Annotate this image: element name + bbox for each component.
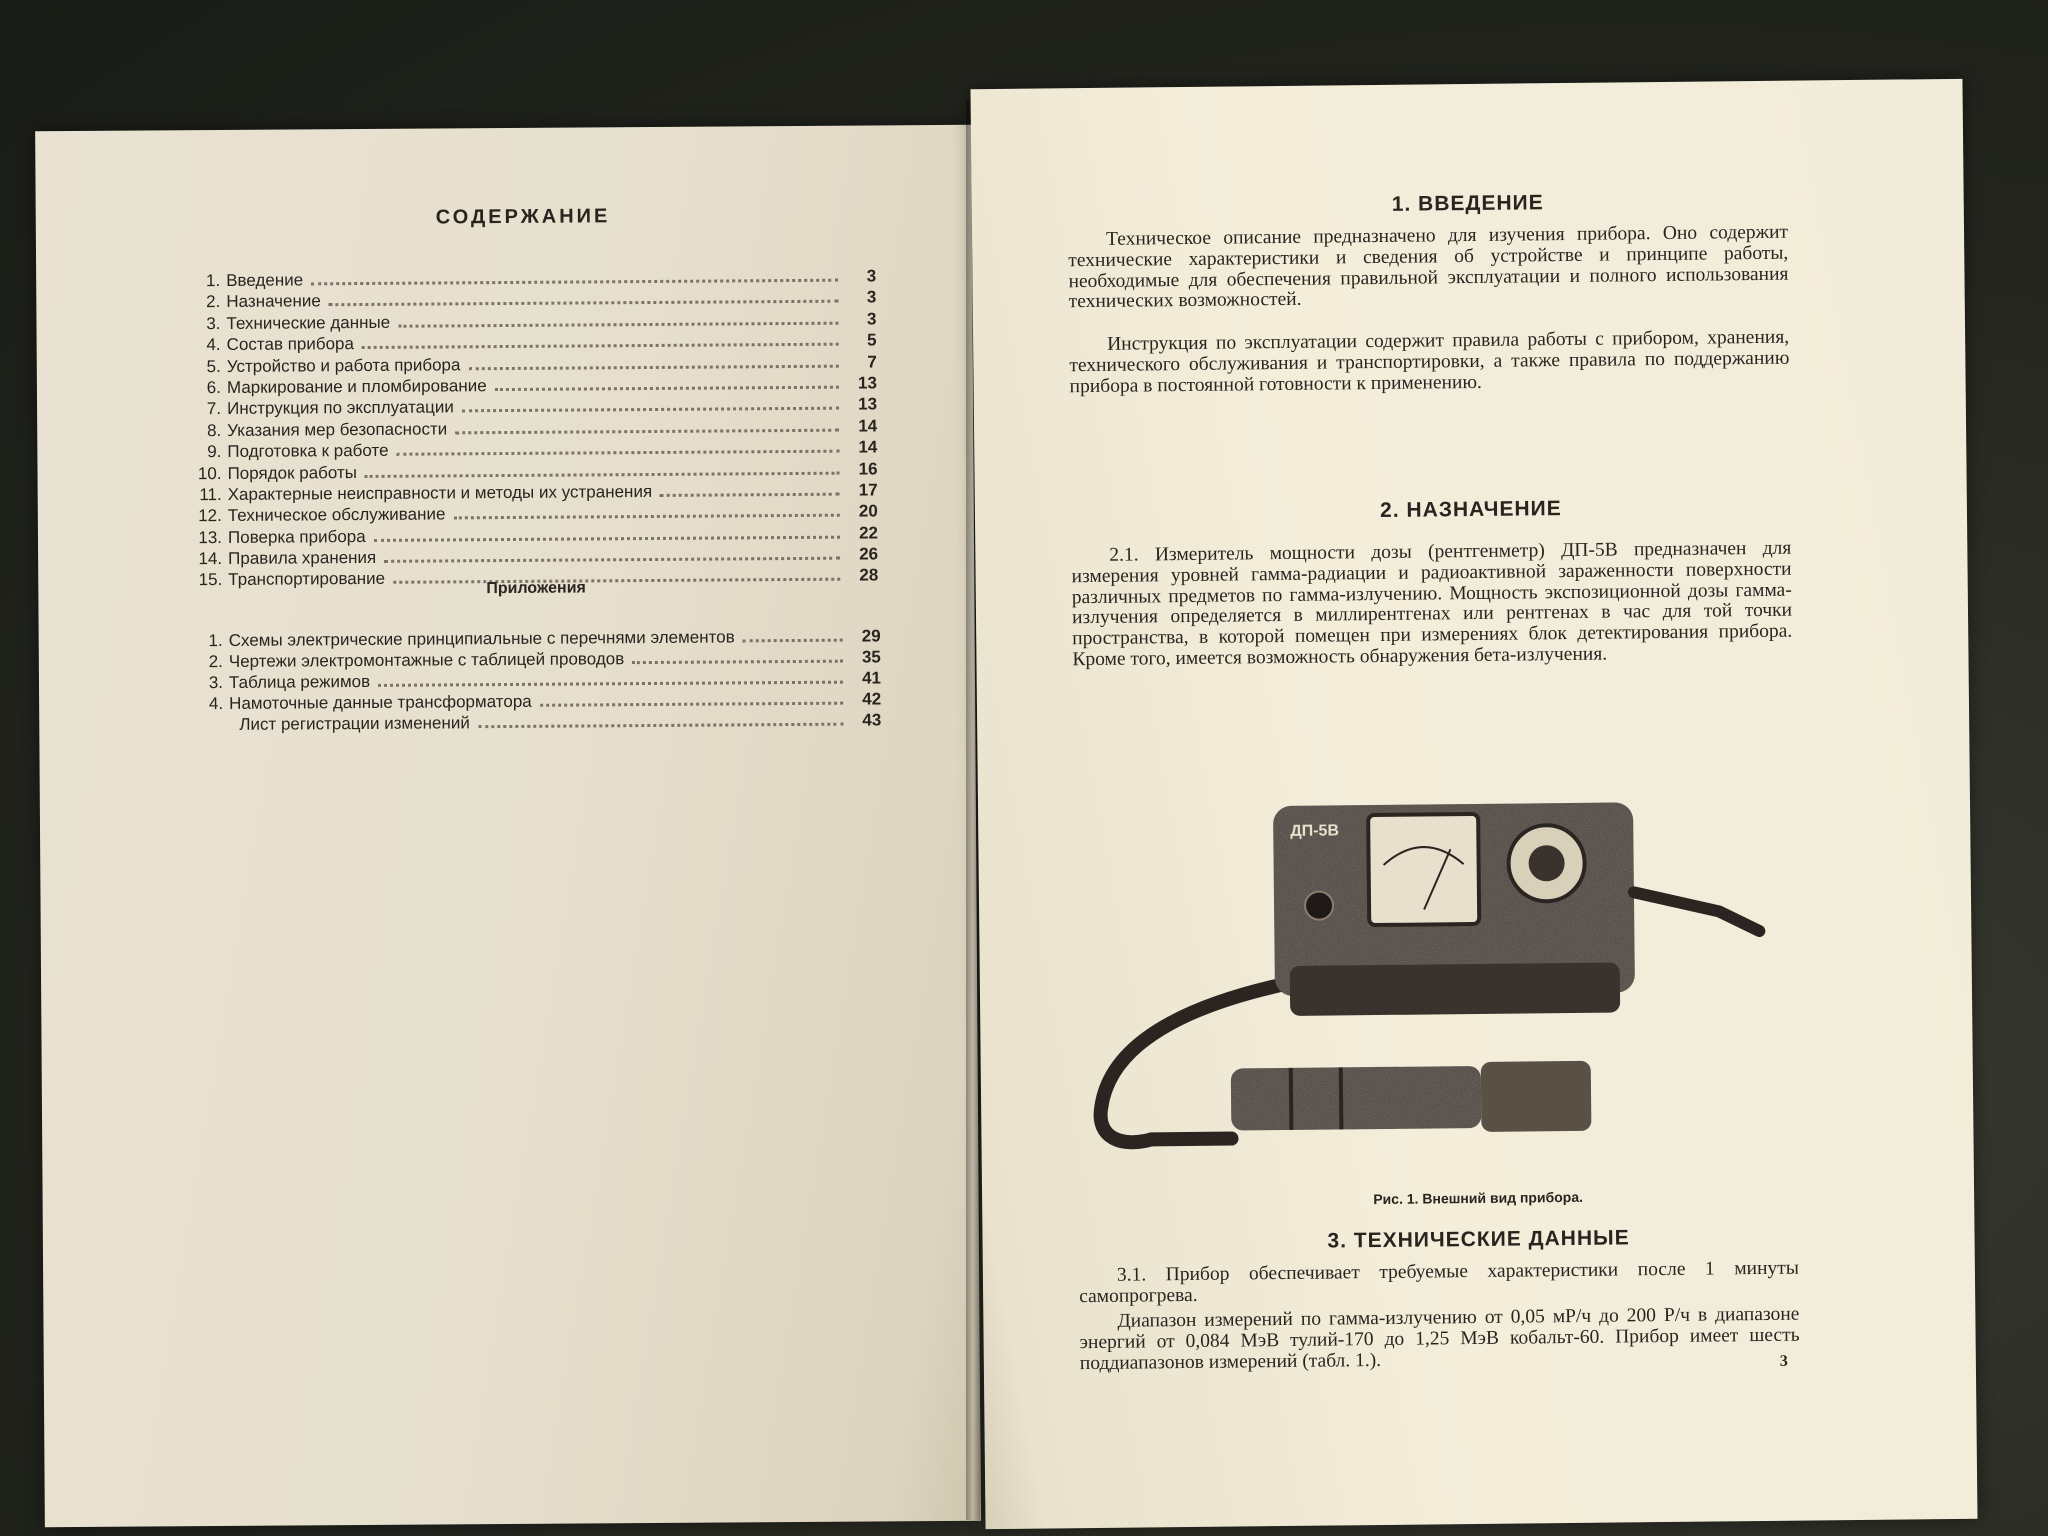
entry-number: 7. bbox=[206, 399, 222, 419]
entry-label: Схемы электрические принципиальные с перечнями элементов bbox=[228, 627, 735, 650]
entry-page-number: 43 bbox=[862, 710, 882, 730]
entry-page-number: 5 bbox=[867, 330, 877, 350]
leader-dots bbox=[660, 481, 840, 497]
appendix-title: Приложения bbox=[486, 579, 586, 598]
entry-number: 14. bbox=[198, 549, 223, 569]
entry-page-number: 13 bbox=[858, 394, 878, 414]
entry-number: 12. bbox=[198, 506, 222, 526]
leader-dots bbox=[398, 309, 838, 327]
entry-label: Назначение bbox=[226, 291, 321, 312]
entry-page-number: 3 bbox=[866, 287, 877, 307]
entry-number: 3. bbox=[206, 313, 221, 333]
entry-number: 9. bbox=[207, 442, 222, 462]
leader-dots bbox=[311, 267, 838, 286]
handle bbox=[1634, 891, 1759, 932]
entry-number: 11. bbox=[199, 484, 222, 505]
leader-dots bbox=[384, 545, 840, 563]
entry-label: Инструкция по эксплуатации bbox=[227, 397, 454, 419]
leader-dots bbox=[396, 438, 839, 456]
section-1-paragraph-2: Инструкция по эксплуатации содержит правила работы с прибором, хранения, технического обслуживания и транспортировки, а также правила по поддержанию прибора в постоянной готовности к применению. bbox=[1069, 326, 1790, 397]
entry-page-number: 3 bbox=[866, 309, 877, 329]
probe-head bbox=[1481, 1061, 1592, 1132]
entry-number: 4. bbox=[206, 335, 221, 355]
leader-dots bbox=[743, 627, 843, 643]
entry-label: Таблица режимов bbox=[228, 671, 371, 692]
entry-label: Порядок работы bbox=[227, 462, 358, 483]
leader-dots bbox=[540, 690, 844, 707]
entry-page-number: 16 bbox=[858, 458, 878, 479]
entry-label: Введение bbox=[226, 270, 304, 290]
left-page bbox=[35, 125, 981, 1528]
entry-number: 2. bbox=[208, 651, 223, 672]
entry-label: Состав прибора bbox=[226, 334, 354, 355]
leader-dots bbox=[468, 352, 838, 370]
leader-dots bbox=[329, 288, 839, 307]
section-2-title: 2. НАЗНАЧЕНИЕ bbox=[1379, 497, 1562, 522]
entry-page-number: 14 bbox=[858, 416, 878, 436]
device-label: ДП-5В bbox=[1290, 822, 1340, 840]
leader-dots bbox=[374, 523, 840, 541]
entry-label: Подготовка к работе bbox=[227, 440, 389, 462]
entry-number: 8. bbox=[206, 420, 222, 440]
entry-label: Техническое обслуживание bbox=[227, 504, 446, 526]
section-1-title: 1. ВВЕДЕНИЕ bbox=[1391, 191, 1544, 216]
appendix-entry bbox=[197, 709, 881, 735]
entry-page-number: 41 bbox=[861, 668, 882, 688]
section-2-paragraph-1: 2.1. Измеритель мощности дозы (рентгенметр) ДП-5В предназначен для измерения уровней гамма-радиации и радиоактивной зараженности поверхности различных предметов по гамма-излучению. Мощность экспозиционной дозы гамма-излучения определяется в миллирентгенах или рентгенах в час для той точки пространства, в которой помещен при измерениях блок детектирования прибора. Кроме того, имеется возможность обнаружения бета-излучения. bbox=[1071, 537, 1793, 671]
leader-dots bbox=[365, 459, 840, 477]
entry-page-number: 42 bbox=[862, 689, 882, 709]
leader-dots bbox=[632, 648, 843, 664]
section-1-paragraph-1: Техническое описание предназначено для изучения прибора. Оно содержит технические характеристики и сведения об устройстве и принципе работы, необходимые для обеспечения правильной эксплуатации и полного использования технических возможностей. bbox=[1068, 221, 1789, 313]
entry-page-number: 14 bbox=[858, 437, 878, 457]
entry-number: 1. bbox=[208, 630, 223, 651]
entry-label: Поверка прибора bbox=[227, 526, 366, 547]
entry-label: Намоточные данные трансформатора bbox=[229, 691, 532, 713]
toc-title: СОДЕРЖАНИЕ bbox=[435, 205, 611, 229]
entry-number: 6. bbox=[206, 377, 221, 398]
entry-number: 1. bbox=[205, 270, 221, 291]
section-3-title: 3. ТЕХНИЧЕСКИЕ ДАННЫЕ bbox=[1327, 1226, 1630, 1253]
section-3-paragraph-1: 3.1. Прибор обеспечивает требуемые характеристики после 1 минуты самопрогрева. bbox=[1079, 1257, 1799, 1307]
entry-page-number: 35 bbox=[861, 647, 881, 667]
entry-label: Маркирование и пломбирование bbox=[226, 376, 487, 397]
entry-label: Чертежи электромонтажные с таблицей проводов bbox=[228, 649, 625, 671]
entry-label: Правила хранения bbox=[228, 547, 377, 569]
entry-page-number: 13 bbox=[857, 373, 877, 393]
cable-end bbox=[1151, 1139, 1231, 1140]
section-3-paragraph-2: Диапазон измерений по гамма-излучению от 0,05 мР/ч до 200 Р/ч в диапазоне энергий от 0,084 МэВ тулий-170 до 1,25 МэВ кобальт-60. Прибор имеет шесть поддиапазонов измерений (табл. 1.). bbox=[1079, 1303, 1800, 1374]
entry-page-number: 20 bbox=[858, 501, 878, 521]
entry-page-number: 3 bbox=[866, 266, 877, 286]
device-illustration bbox=[1077, 741, 1781, 1168]
leader-dots bbox=[455, 416, 839, 434]
entry-page-number: 29 bbox=[861, 626, 881, 646]
entry-label: Характерные неисправности и методы их устранения bbox=[227, 481, 653, 504]
entry-number: 10. bbox=[197, 463, 222, 483]
leader-dots bbox=[393, 566, 840, 584]
entry-page-number: 22 bbox=[858, 523, 879, 543]
figure-caption: Рис. 1. Внешний вид прибора. bbox=[1373, 1188, 1584, 1208]
entry-page-number: 7 bbox=[867, 351, 877, 372]
entry-number: 3. bbox=[208, 672, 224, 693]
switch-icon bbox=[1305, 891, 1333, 919]
entry-number: 2. bbox=[206, 292, 221, 312]
appendix-list bbox=[197, 625, 882, 735]
entry-number: 15. bbox=[198, 570, 223, 590]
entry-number: 5. bbox=[206, 356, 221, 376]
toc-list bbox=[186, 265, 878, 591]
leader-dots bbox=[453, 502, 840, 520]
leader-dots bbox=[362, 331, 839, 349]
leader-dots bbox=[462, 395, 839, 413]
entry-page-number: 17 bbox=[858, 480, 878, 500]
leader-dots bbox=[478, 711, 844, 729]
entry-page-number: 28 bbox=[859, 565, 879, 586]
entry-label: Указания мер безопасности bbox=[227, 419, 448, 440]
leader-dots bbox=[378, 669, 843, 687]
right-page bbox=[970, 79, 1977, 1529]
leader-dots bbox=[495, 374, 839, 391]
entry-label: Транспортирование bbox=[228, 569, 386, 590]
entry-number: 4. bbox=[208, 693, 224, 714]
entry-page-number: 26 bbox=[859, 544, 879, 564]
entry-label: Технические данные bbox=[226, 312, 391, 333]
device-base bbox=[1290, 962, 1621, 1015]
page-number: 3 bbox=[1779, 1352, 1788, 1370]
entry-label: Устройство и работа прибора bbox=[226, 354, 461, 376]
entry-label: Лист регистрации изменений bbox=[239, 713, 470, 734]
entry-number: 13. bbox=[198, 527, 223, 547]
